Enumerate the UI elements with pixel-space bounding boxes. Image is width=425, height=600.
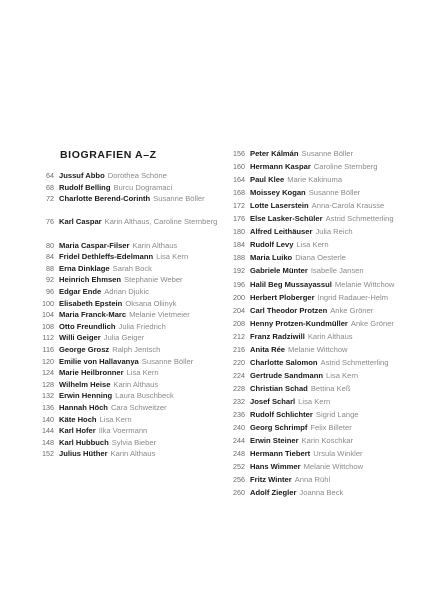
author-name: Astrid Schmetterling [325, 214, 394, 224]
author-name: Astrid Schmetterling [320, 357, 389, 367]
page-number: 132 [42, 391, 54, 401]
entry-text [250, 435, 404, 448]
page-title: BIOGRAFIEN A–Z [60, 149, 157, 161]
page-number: 116 [42, 345, 54, 354]
author-name: Cara Schweitzer [110, 403, 167, 412]
page-number: 136 [42, 403, 54, 412]
artist-name: Georg Schrimpf [250, 423, 308, 433]
page-number: 168 [233, 188, 245, 198]
entry-text [250, 174, 404, 187]
page-number: 100 [42, 298, 54, 308]
author-name: Dorothea Schöne [107, 171, 167, 180]
page-number: 112 [42, 333, 54, 343]
author-name: Diana Oesterle [295, 253, 346, 263]
author-name: Sigrid Lange [315, 410, 359, 419]
index-entry [31, 216, 219, 229]
index-entry [222, 226, 404, 239]
artist-name: Karl Caspar [59, 217, 102, 227]
author-name: Karin Althaus [307, 331, 353, 341]
artist-name: Erwin Henning [59, 391, 113, 401]
author-name: Joanna Beck [299, 488, 344, 498]
page-number: 144 [42, 426, 54, 436]
author-name: Julia Reich [315, 227, 353, 237]
artist-name: Gertrude Sandmann [250, 370, 323, 380]
page-number: 228 [233, 383, 245, 393]
entry-text [250, 187, 404, 200]
page-number: 188 [233, 253, 245, 263]
entry-text [250, 409, 404, 422]
entry-text [59, 193, 219, 206]
artist-name: Christian Schad [250, 383, 308, 393]
artist-name: Rudolf Belling [59, 182, 111, 192]
page-number: 224 [233, 370, 245, 380]
author-name: Anna-Carola Krausse [311, 201, 385, 211]
page-number: 232 [233, 396, 245, 406]
author-name: Ilka Voermann [98, 426, 148, 436]
artist-name: Erwin Steiner [250, 436, 299, 446]
artist-name: Wilhelm Heise [59, 379, 111, 389]
artist-name: Hannah Höch [59, 403, 108, 412]
entry-text [250, 305, 404, 318]
author-name: Melanie Wittchow [334, 279, 395, 289]
page-number: 140 [42, 414, 54, 424]
artist-name: Rudolf Schlichter [250, 410, 313, 419]
author-name: Susanne Böller [308, 188, 361, 198]
page-number: 176 [233, 214, 245, 224]
author-name: Susanne Böller [153, 194, 205, 204]
artist-name: Käte Hoch [59, 414, 97, 424]
author-name: Karin Althaus [113, 379, 159, 389]
artist-name: Henny Protzen-Kundmüller [250, 318, 348, 328]
artist-name: Adolf Ziegler [250, 488, 297, 498]
page-number: 124 [42, 368, 54, 378]
entry-text [250, 292, 404, 305]
page-number: 152 [42, 449, 54, 459]
entry-text [250, 331, 404, 344]
index-entry [222, 409, 404, 422]
page-number: 252 [233, 462, 245, 472]
index-entry [222, 474, 404, 487]
page-number: 244 [233, 436, 245, 446]
entry-text [250, 357, 404, 370]
artist-name: Karl Hofer [59, 426, 96, 436]
page-number: 156 [233, 149, 245, 158]
artist-name: Fritz Winter [250, 475, 292, 485]
entry-text [250, 383, 404, 396]
page-number: 240 [233, 423, 245, 433]
artist-name: Paul Klee [250, 175, 285, 185]
author-name: Anke Gröner [350, 318, 394, 328]
index-entry [31, 448, 219, 461]
page-number: 220 [233, 357, 245, 367]
entry-text [250, 161, 404, 174]
author-name: Felix Billeter [310, 423, 352, 433]
entry-text [59, 216, 219, 229]
index-entry [222, 422, 404, 435]
index-entry [222, 200, 404, 213]
index-entry [222, 370, 404, 383]
artist-name: Emilie von Hallavanya [59, 356, 139, 366]
page-number: 236 [233, 410, 245, 419]
author-name: Susanne Böller [301, 149, 354, 158]
page-number: 148 [42, 437, 54, 447]
entry-text [250, 448, 404, 461]
author-name: Laura Buschbeck [115, 391, 174, 401]
index-entry [222, 305, 404, 318]
entry-text [250, 487, 404, 500]
page-number: 256 [233, 475, 245, 485]
page-number: 108 [42, 321, 54, 331]
index-entry [222, 252, 404, 265]
author-name: Ingrid Radauer-Helm [317, 292, 389, 302]
artist-name: Julius Hüther [59, 449, 108, 459]
artist-name: Hermann Tiebert [250, 449, 311, 459]
artist-name: Elisabeth Epstein [59, 298, 123, 308]
entry-text [250, 252, 404, 265]
author-name: Anke Gröner [330, 305, 374, 315]
author-name: Sylvia Bieber [111, 437, 157, 447]
page-number: 204 [233, 305, 245, 315]
author-name: Caroline Sternberg [313, 162, 378, 172]
page-number: 180 [233, 227, 245, 237]
entry-text [250, 279, 404, 292]
artist-name: Rudolf Levy [250, 240, 294, 250]
author-name: Anna Rühl [294, 475, 331, 485]
index-entry [222, 344, 404, 357]
index-entry [222, 187, 404, 200]
artist-name: Gabriele Münter [250, 266, 308, 276]
artist-name: Willi Geiger [59, 333, 101, 343]
entry-text [250, 344, 404, 357]
index-entry [222, 448, 404, 461]
author-name: Lisa Kern [296, 240, 329, 250]
page-number: 120 [42, 356, 54, 366]
entry-text [250, 474, 404, 487]
page-number: 68 [46, 182, 54, 192]
entry-text [250, 200, 404, 213]
artist-name: Carl Theodor Protzen [250, 305, 328, 315]
artist-name: Charlotte Berend-Corinth [59, 194, 151, 204]
page-number: 92 [46, 275, 54, 285]
index-entry [222, 331, 404, 344]
author-name: Julia Friedrich [118, 321, 166, 331]
artist-name: Maria Caspar-Filser [59, 240, 130, 250]
entry-text [59, 448, 219, 461]
author-name: Karin Althaus [132, 240, 178, 250]
author-name: Melanie Wittchow [303, 462, 364, 472]
page-number: 84 [46, 252, 54, 262]
entry-text [250, 422, 404, 435]
author-name: Lisa Kern [298, 396, 331, 406]
entry-text [250, 318, 404, 331]
artist-name: Erna Dinklage [59, 263, 110, 273]
entry-text [250, 396, 404, 409]
artist-name: Otto Freundlich [59, 321, 116, 331]
author-name: Melanie Wittchow [288, 344, 348, 354]
author-name: Karin Althaus [110, 449, 156, 459]
author-name: Lisa Kern [156, 252, 189, 262]
author-name: Lisa Kern [326, 370, 359, 380]
index-entry [222, 487, 404, 500]
artist-name: Hermann Kaspar [250, 162, 311, 172]
page-number: 80 [46, 240, 54, 250]
entry-text [250, 239, 404, 252]
author-name: Karin Koschkar [301, 436, 354, 446]
page-number: 128 [42, 379, 54, 389]
entry-text [250, 370, 404, 383]
author-name: Karin Althaus, Caroline Sternberg [104, 217, 218, 227]
artist-name: Maria Franck-Marc [59, 310, 127, 320]
artist-name: Jussuf Abbo [59, 171, 105, 180]
author-name: Marie Kakinuma [287, 175, 343, 185]
index-entry [222, 396, 404, 409]
index-entry [222, 357, 404, 370]
index-entry [222, 318, 404, 331]
author-name: Bettina Keß [310, 383, 351, 393]
author-name: Adrian Djukic [104, 287, 149, 296]
entry-text [250, 148, 404, 161]
page-number: 200 [233, 292, 245, 302]
entry-text [250, 461, 404, 474]
author-name: Lisa Kern [99, 414, 132, 424]
page-number: 72 [46, 194, 54, 204]
page-number: 184 [233, 240, 245, 250]
index-entry [222, 435, 404, 448]
page-number: 76 [46, 217, 54, 227]
author-name: Sarah Bock [112, 263, 152, 273]
artist-name: Edgar Ende [59, 287, 102, 296]
author-name: Melanie Vietmeier [129, 310, 190, 320]
index-entry [222, 461, 404, 474]
page-number: 160 [233, 162, 245, 172]
index-entry [222, 292, 404, 305]
index-entry [222, 148, 404, 161]
author-name: Julia Geiger [103, 333, 145, 343]
page-number: 192 [233, 266, 245, 276]
page-number: 164 [233, 175, 245, 185]
page-number: 260 [233, 488, 245, 498]
artist-name: Peter Kálmán [250, 149, 299, 158]
artist-name: Karl Hubbuch [59, 437, 109, 447]
entry-text [250, 213, 404, 226]
index-entry [222, 265, 404, 278]
author-name: Isabelle Jansen [310, 266, 364, 276]
author-name: Stephanie Weber [124, 275, 183, 285]
page-number: 96 [46, 287, 54, 296]
author-name: Ursula Winkler [313, 449, 363, 459]
artist-name: Franz Radziwill [250, 331, 305, 341]
page-number: 248 [233, 449, 245, 459]
artist-name: Maria Luiko [250, 253, 293, 263]
artist-name: Else Lasker-Schüler [250, 214, 323, 224]
author-name: Susanne Böller [141, 356, 194, 366]
author-name: Ralph Jentsch [112, 345, 161, 354]
artist-name: Anita Rée [250, 344, 286, 354]
index-entry [222, 239, 404, 252]
artist-name: Fridel Dethleffs-Edelmann [59, 252, 154, 262]
author-name: Burcu Dogramaci [113, 182, 173, 192]
artist-name: Marie Heilbronner [59, 368, 124, 378]
artist-name: Josef Scharl [250, 396, 296, 406]
page-number: 212 [233, 331, 245, 341]
artist-name: George Grosz [59, 345, 110, 354]
index-entry [222, 174, 404, 187]
index-entry [222, 279, 404, 292]
page-number: 216 [233, 344, 245, 354]
page-number: 196 [233, 279, 245, 289]
artist-name: Moissey Kogan [250, 188, 306, 198]
artist-name: Hans Wimmer [250, 462, 301, 472]
page-number: 88 [46, 263, 54, 273]
page-number: 104 [42, 310, 54, 320]
artist-name: Alfred Leithäuser [250, 227, 313, 237]
page-number: 64 [46, 171, 54, 180]
artist-name: Halil Beg Mussayassul [250, 279, 332, 289]
artist-name: Charlotte Salomon [250, 357, 318, 367]
index-entry [222, 383, 404, 396]
page-number: 172 [233, 201, 245, 211]
entry-text [250, 265, 404, 278]
artist-name: Lotte Laserstein [250, 201, 309, 211]
index-entry [222, 213, 404, 226]
index-entry [222, 161, 404, 174]
author-name: Lisa Kern [126, 368, 159, 378]
artist-name: Heinrich Ehmsen [59, 275, 122, 285]
author-name: Oksana Oliinyk [125, 298, 177, 308]
index-entry [31, 193, 219, 206]
page-number: 208 [233, 318, 245, 328]
entry-text [250, 226, 404, 239]
artist-name: Herbert Ploberger [250, 292, 315, 302]
